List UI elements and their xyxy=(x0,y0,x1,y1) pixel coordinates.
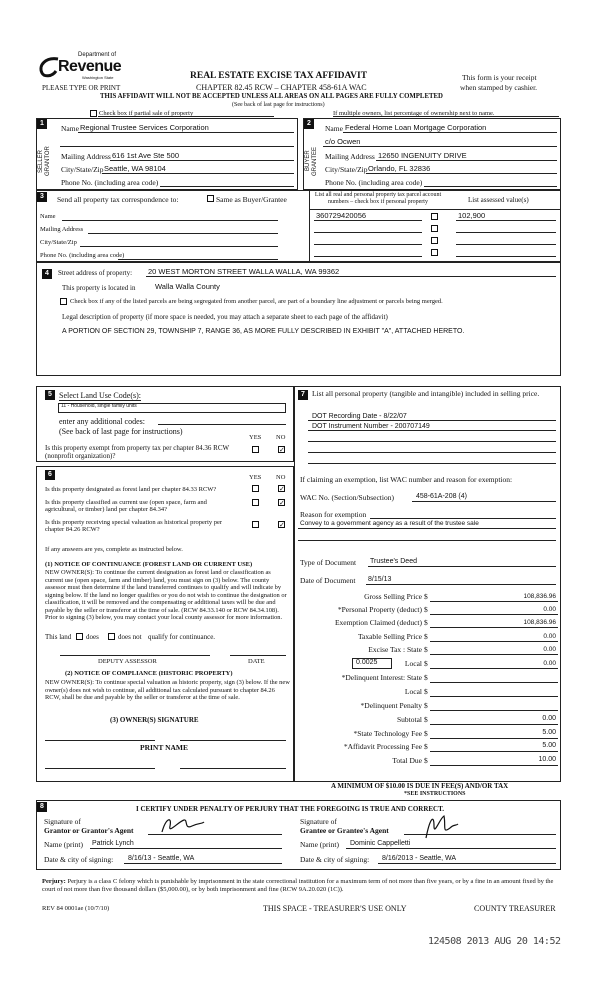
land-use-title: Select Land Use Code(s): xyxy=(59,391,141,400)
seller-address[interactable]: 616 1st Ave Ste 500 xyxy=(112,151,179,160)
see-back-5: (See back of last page for instructions) xyxy=(59,427,183,436)
calc-value[interactable]: 10.00 xyxy=(538,756,556,763)
calc-label: *Affidavit Processing Fee xyxy=(343,742,422,751)
yes-header-5: YES xyxy=(249,434,262,441)
calc-label: *State Technology Fee xyxy=(353,729,422,738)
seller-city[interactable]: Seattle, WA 98104 xyxy=(104,164,166,173)
forest-no-checkbox[interactable]: ✓ xyxy=(279,485,285,493)
grantee-name-label: Name (print) xyxy=(300,840,339,849)
perjury-text: Perjury is a class C felony which is punishable by imprisonment in the state correctional institution for a maximum term of not more than five years, or by a fine in an amount fixed by the court of not more than five thousand dollars ($5,000.00), or by both imprisonment and fine (RCW 9A.20.020 (1C)). xyxy=(42,878,554,893)
buyer-address-label: Mailing Address xyxy=(325,152,375,161)
calc-label: Total Due xyxy=(392,756,422,765)
section-8-number: 8 xyxy=(37,802,47,812)
receipt-text-1: This form is your receipt xyxy=(462,73,537,82)
assessed-value[interactable]: 102,900 xyxy=(458,211,486,220)
dollar-sign: $ xyxy=(424,605,428,614)
parcel-number[interactable]: 360729420056 xyxy=(316,211,367,220)
corr-city-label: City/State/Zip xyxy=(40,239,77,246)
current-use-no-checkbox[interactable]: ✓ xyxy=(279,499,285,507)
grantor-agent-label: Grantor or Grantor's Agent xyxy=(44,826,134,835)
date-label-6: DATE xyxy=(248,658,265,665)
doc-date-label: Date of Document xyxy=(300,576,356,585)
exempt-yes-checkbox[interactable] xyxy=(252,446,259,453)
calc-value[interactable]: 108,836.96 xyxy=(523,593,556,600)
multiple-owners-text: If multiple owners, list percentage of ownership next to name. xyxy=(333,110,495,117)
dollar-sign: $ xyxy=(424,618,428,627)
receipt-text-2: when stamped by cashier. xyxy=(460,83,538,92)
perjury-label: Perjury: xyxy=(42,878,66,885)
county-treasurer: COUNTY TREASURER xyxy=(474,904,556,913)
calc-label: *Personal Property (deduct) xyxy=(337,605,422,614)
assessed-header: List assessed value(s) xyxy=(468,196,529,204)
parcel-1-personal-checkbox[interactable] xyxy=(431,213,438,220)
calc-label: Taxable Selling Price xyxy=(357,632,422,641)
additional-codes-label: enter any additional codes: xyxy=(59,417,145,426)
yes-header-6: YES xyxy=(249,474,262,481)
dollar-sign: $ xyxy=(424,673,428,682)
if-yes-text: If any answers are yes, complete as instructed below. xyxy=(45,546,183,553)
deputy-assessor-label: DEPUTY ASSESSOR xyxy=(98,658,157,665)
print-name-label: PRINT NAME xyxy=(140,743,188,752)
parcel-4-personal-checkbox[interactable] xyxy=(431,249,438,256)
seller-side-label: SELLER GRANTOR xyxy=(38,146,51,176)
calc-label: Exemption Claimed (deduct) xyxy=(334,618,422,627)
buyer-address[interactable]: 12650 INGENUITY DRIVE xyxy=(378,151,467,160)
dollar-sign: $ xyxy=(424,715,428,724)
notice2-title: (2) NOTICE OF COMPLIANCE (HISTORIC PROPERTY) xyxy=(65,670,233,677)
seller-address-label: Mailing Address xyxy=(61,152,111,161)
historic-yes-checkbox[interactable] xyxy=(252,521,259,528)
this-land-label: This land xyxy=(45,633,72,641)
grantee-signature-label: Signature of xyxy=(300,817,337,826)
calc-value[interactable]: 5.00 xyxy=(542,742,556,749)
corr-name-label: Name xyxy=(40,213,56,220)
street-address[interactable]: 20 WEST MORTON STREET WALLA WALLA, WA 99362 xyxy=(148,267,340,276)
does-not-checkbox[interactable] xyxy=(108,633,115,640)
dollar-sign: $ xyxy=(424,687,428,696)
historic-question: Is this property receiving special valuation as historical property per chapter 84.26 RCW? xyxy=(45,519,223,534)
grantor-date-city[interactable]: 8/16/13 - Seattle, WA xyxy=(128,855,195,862)
dollar-sign: $ xyxy=(424,729,428,738)
send-correspondence-label: Send all property tax correspondence to: xyxy=(57,195,179,204)
calc-label: Subtotal xyxy=(396,715,422,724)
does-checkbox[interactable] xyxy=(76,633,83,640)
section-1-number: 1 xyxy=(37,119,47,129)
segregated-label: Check box if any of the listed parcels are being segregated from another parcel, are part of a boundary line adjustment or parcels being merged. xyxy=(70,298,443,305)
dot-instrument-number[interactable]: DOT Instrument Number - 200707149 xyxy=(312,423,430,430)
street-label: Street address of property: xyxy=(58,269,133,277)
section-6-number: 6 xyxy=(45,470,55,480)
notice1-title: (1) NOTICE OF CONTINUANCE (FOREST LAND OR CURRENT USE) xyxy=(45,561,253,568)
no-header-6: NO xyxy=(276,474,286,481)
calc-label: *Delinquent Interest: State xyxy=(341,673,422,682)
calc-value[interactable]: 0.00 xyxy=(543,646,556,653)
wac-number[interactable]: 458-61A-208 (4) xyxy=(416,493,467,500)
does-label: does xyxy=(86,633,99,641)
section-7-number: 7 xyxy=(298,390,308,400)
buyer-phone-label: Phone No. (including area code) xyxy=(325,178,423,187)
section-5-number: 5 xyxy=(45,390,55,400)
section-4-number: 4 xyxy=(42,269,52,279)
revenue-logo xyxy=(38,52,128,82)
parcel-header: List all real and personal property tax parcel account numbers – check box if personal property xyxy=(314,192,442,205)
corr-phone-label: Phone No. (including area code) xyxy=(40,252,125,259)
located-county[interactable]: Walla Walla County xyxy=(155,282,220,291)
current-use-question: Is this property classified as current use (open space, farm and agricultural, or timber) land per chapter 84.34? xyxy=(45,499,207,514)
section-2-number: 2 xyxy=(304,119,314,129)
treasurer-use-only: THIS SPACE - TREASURER'S USE ONLY xyxy=(263,904,407,913)
form-number: REV 84 0001ae (10/7/10) xyxy=(42,905,110,912)
legal-description[interactable]: A PORTION OF SECTION 29, TOWNSHIP 7, RANGE 36, AS MORE FULLY DESCRIBED IN EXHIBIT "A", ATTACHED HERETO. xyxy=(62,328,465,335)
personal-property-title: List all personal property (tangible and intangible) included in selling price. xyxy=(312,389,540,398)
exemption-title: If claiming an exemption, list WAC number and reason for exemption: xyxy=(300,475,513,484)
calc-value[interactable]: 108,836.96 xyxy=(523,619,556,626)
seller-name[interactable]: Regional Trustee Services Corporation xyxy=(80,123,209,132)
dollar-sign: $ xyxy=(424,645,428,654)
grantor-signature-scribble[interactable] xyxy=(158,814,208,836)
grantee-name[interactable]: Dominic Cappelletti xyxy=(350,840,411,847)
local-rate: 0.0025 xyxy=(356,659,378,666)
historic-no-checkbox[interactable]: ✓ xyxy=(279,521,285,529)
dollar-sign: $ xyxy=(424,592,428,601)
doc-type-label: Type of Document xyxy=(300,558,357,567)
calc-value[interactable]: 0.00 xyxy=(543,660,556,667)
dollar-sign: $ xyxy=(424,756,428,765)
partial-sale-checkbox[interactable] xyxy=(90,110,97,117)
grantee-agent-label: Grantee or Grantee's Agent xyxy=(300,826,389,835)
notice1-body: NEW OWNER(S): To continue the current designation as forest land or classification as current use (open space, farm and timber) land, you must sign on (3) below. The county assessor must then determine if the land transferred continues to qualify and will indicate by signing below. If the land no longer qualifies or you do not wish to continue the designation or classification, it will be removed and the compensating or additional taxes will be due and payable by the seller or transferor at the time of sale. (RCW 84.33.140 or RCW 84.34.108). Prior to signing (3) below, you may contact your local county assessor for more information. xyxy=(45,569,287,622)
exemption-reason[interactable]: Convey to a government agency as a result of the trustee sale xyxy=(300,520,479,527)
minimum-due-text: A MINIMUM OF $10.00 IS DUE IN FEE(S) AND/OR TAX xyxy=(331,782,509,790)
perjury-notice xyxy=(42,878,560,894)
wac-label: WAC No. (Section/Subsection) xyxy=(300,493,394,502)
dollar-sign: $ xyxy=(424,701,428,710)
does-not-label: does not xyxy=(118,633,142,641)
partial-sale-label: Check box if partial sale of property xyxy=(99,110,194,117)
calc-label: Local xyxy=(404,659,422,668)
seller-name-label: Name xyxy=(61,124,79,133)
exempt-no-checkbox[interactable]: ✓ xyxy=(279,446,285,454)
calc-value[interactable]: 0.00 xyxy=(543,633,556,640)
see-instructions-text: *SEE INSTRUCTIONS xyxy=(404,791,466,797)
grantor-signature-label: Signature of xyxy=(44,817,81,826)
parcel-2-personal-checkbox[interactable] xyxy=(431,225,438,232)
calc-label: Excise Tax : State xyxy=(368,645,422,654)
dot-recording-date[interactable]: DOT Recording Date - 8/22/07 xyxy=(312,413,407,420)
grantee-signature-scribble[interactable] xyxy=(420,812,460,842)
calc-value[interactable]: 0.00 xyxy=(543,606,556,613)
land-use-code: 11 - Household, single family units xyxy=(61,403,137,409)
see-back-text: (See back of last page for instructions) xyxy=(232,102,325,108)
grantor-date-label: Date & city of signing: xyxy=(44,855,114,864)
doc-date[interactable]: 8/15/13 xyxy=(368,576,392,583)
forest-yes-checkbox[interactable] xyxy=(252,485,259,492)
notice2-body: NEW OWNER(S): To continue special valuation as historic property, sign (3) below. If the new owner(s) does not wish to continue, all additional tax calculated pursuant to chapter 84.26 RCW, shall be due and payable by the seller or transferor at the time of sale. xyxy=(45,679,290,702)
logo-top-text: Department of xyxy=(78,52,117,58)
owner-signature-label: (3) OWNER(S) SIGNATURE xyxy=(110,716,199,724)
buyer-name-2[interactable]: c/o Ocwen xyxy=(325,137,361,146)
calc-value[interactable]: 0.00 xyxy=(542,715,556,722)
segregated-checkbox[interactable] xyxy=(60,298,67,305)
qualify-label: qualify for continuance. xyxy=(148,633,216,641)
doc-type[interactable]: Trustee's Deed xyxy=(370,558,417,565)
seller-city-label: City/State/Zip xyxy=(61,165,104,174)
same-as-buyer-label: Same as Buyer/Grantee xyxy=(216,195,287,204)
grantor-name[interactable]: Patrick Lynch xyxy=(92,840,134,847)
calc-label: Gross Selling Price xyxy=(364,592,422,601)
buyer-side-label: BUYER GRANTEE xyxy=(305,146,318,176)
buyer-name-label: Name xyxy=(325,124,343,133)
buyer-city-label: City/State/Zip xyxy=(325,165,368,174)
grantee-date-label: Date & city of signing: xyxy=(300,855,370,864)
cashier-stamp: 124508 2013 AUG 20 14:52 xyxy=(428,936,561,947)
calc-label: *Delinquent Penalty xyxy=(360,701,422,710)
exempt-question: Is this property exempt from property tax per chapter 84.36 RCW (nonprofit organization)? xyxy=(45,444,229,461)
calc-value[interactable]: 5.00 xyxy=(542,729,556,736)
dollar-sign: $ xyxy=(424,659,428,668)
type-or-print: PLEASE TYPE OR PRINT xyxy=(42,84,121,92)
dollar-sign: $ xyxy=(424,742,428,751)
form-title: REAL ESTATE EXCISE TAX AFFIDAVIT xyxy=(190,71,368,81)
located-label: This property is located in xyxy=(62,284,136,292)
warning-text: THIS AFFIDAVIT WILL NOT BE ACCEPTED UNLESS ALL AREAS ON ALL PAGES ARE FULLY COMPLETED xyxy=(100,93,443,100)
dollar-sign: $ xyxy=(424,632,428,641)
legal-description-label: Legal description of property (if more space is needed, you may attach a separate sheet to each page of the affidavit) xyxy=(62,313,388,321)
grantor-name-label: Name (print) xyxy=(44,840,83,849)
buyer-city[interactable]: Orlando, FL 32836 xyxy=(368,164,431,173)
corr-address-label: Mailing Address xyxy=(40,226,84,233)
current-use-yes-checkbox[interactable] xyxy=(252,499,259,506)
seller-phone-label: Phone No. (including area code) xyxy=(61,178,159,187)
forest-question: Is this property designated as forest land per chapter 84.33 RCW? xyxy=(45,486,217,493)
no-header-5: NO xyxy=(276,434,286,441)
calc-label: Local xyxy=(404,687,422,696)
certify-text: I CERTIFY UNDER PENALTY OF PERJURY THAT THE FOREGOING IS TRUE AND CORRECT. xyxy=(136,805,445,813)
buyer-name[interactable]: Federal Home Loan Mortgage Corporation xyxy=(345,123,487,132)
same-as-buyer-checkbox[interactable] xyxy=(207,195,214,202)
parcel-3-personal-checkbox[interactable] xyxy=(431,237,438,244)
section-3-number: 3 xyxy=(37,192,47,202)
form-chapters: CHAPTER 82.45 RCW – CHAPTER 458-61A WAC xyxy=(196,83,367,92)
logo-main-text: Revenue xyxy=(58,58,122,75)
grantee-date-city[interactable]: 8/16/2013 - Seattle, WA xyxy=(382,855,457,862)
logo-sub-text: Washington State xyxy=(82,75,114,80)
reason-label: Reason for exemption xyxy=(300,510,367,519)
